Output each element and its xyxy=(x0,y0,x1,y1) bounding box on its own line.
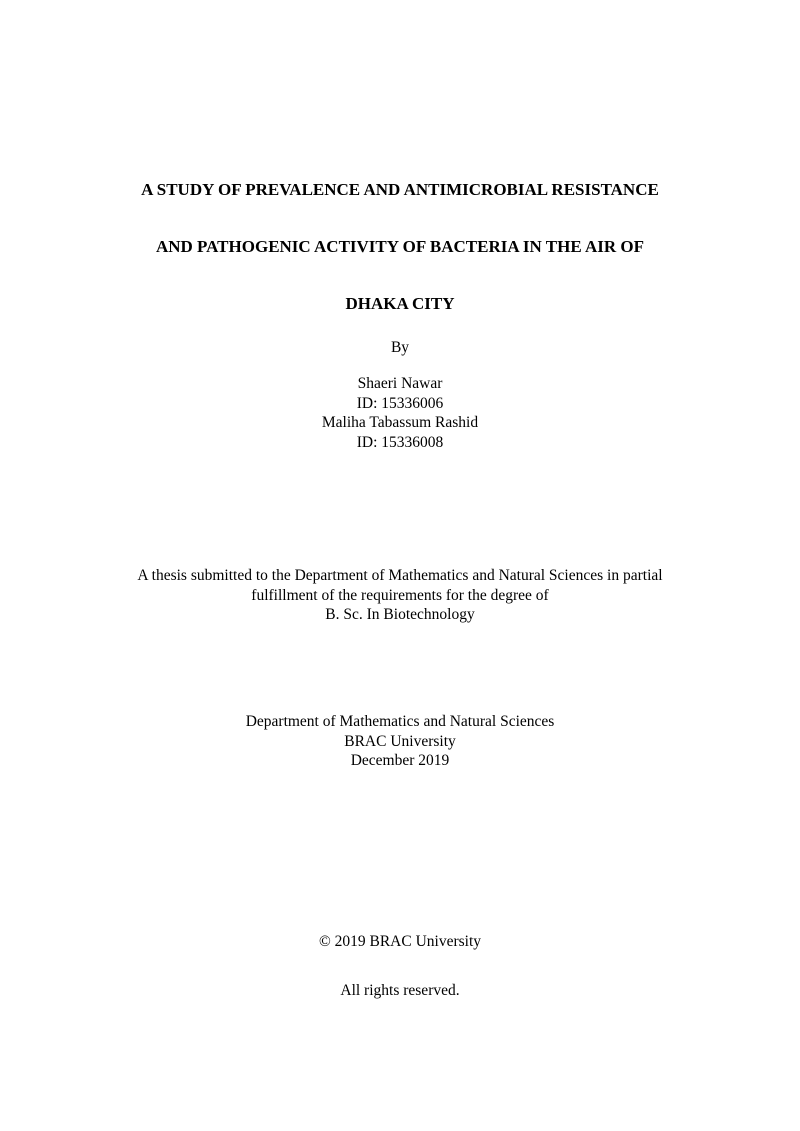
title-line-3: DHAKA CITY xyxy=(345,294,455,313)
title-line-1: A STUDY OF PREVALENCE AND ANTIMICROBIAL RESISTANCE xyxy=(141,180,659,199)
thesis-statement xyxy=(0,566,800,625)
department-name: Department of Mathematics and Natural Sciences xyxy=(245,713,555,730)
author-name: Maliha Tabassum Rashid xyxy=(321,414,479,431)
submission-date: December 2019 xyxy=(350,752,450,769)
author-name: Shaeri Nawar xyxy=(357,375,443,392)
rights-notice: All rights reserved. xyxy=(340,982,460,999)
university-name: BRAC University xyxy=(344,732,456,750)
statement-line-2: fulfillment of the requirements for the degree of xyxy=(251,586,549,604)
title-line-2: AND PATHOGENIC ACTIVITY OF BACTERIA IN THE AIR OF xyxy=(155,237,645,256)
statement-line-3: B. Sc. In Biotechnology xyxy=(325,606,475,623)
author-id: ID: 15336006 xyxy=(356,394,444,412)
copyright-notice: © 2019 BRAC University xyxy=(318,933,482,950)
thesis-title xyxy=(40,177,760,348)
author-id: ID: 15336008 xyxy=(356,433,444,451)
author-list xyxy=(0,374,800,452)
institution-block xyxy=(0,712,800,771)
byline: By xyxy=(390,339,410,356)
statement-line-1: A thesis submitted to the Department of Mathematics and Natural Sciences in partial xyxy=(137,567,663,584)
